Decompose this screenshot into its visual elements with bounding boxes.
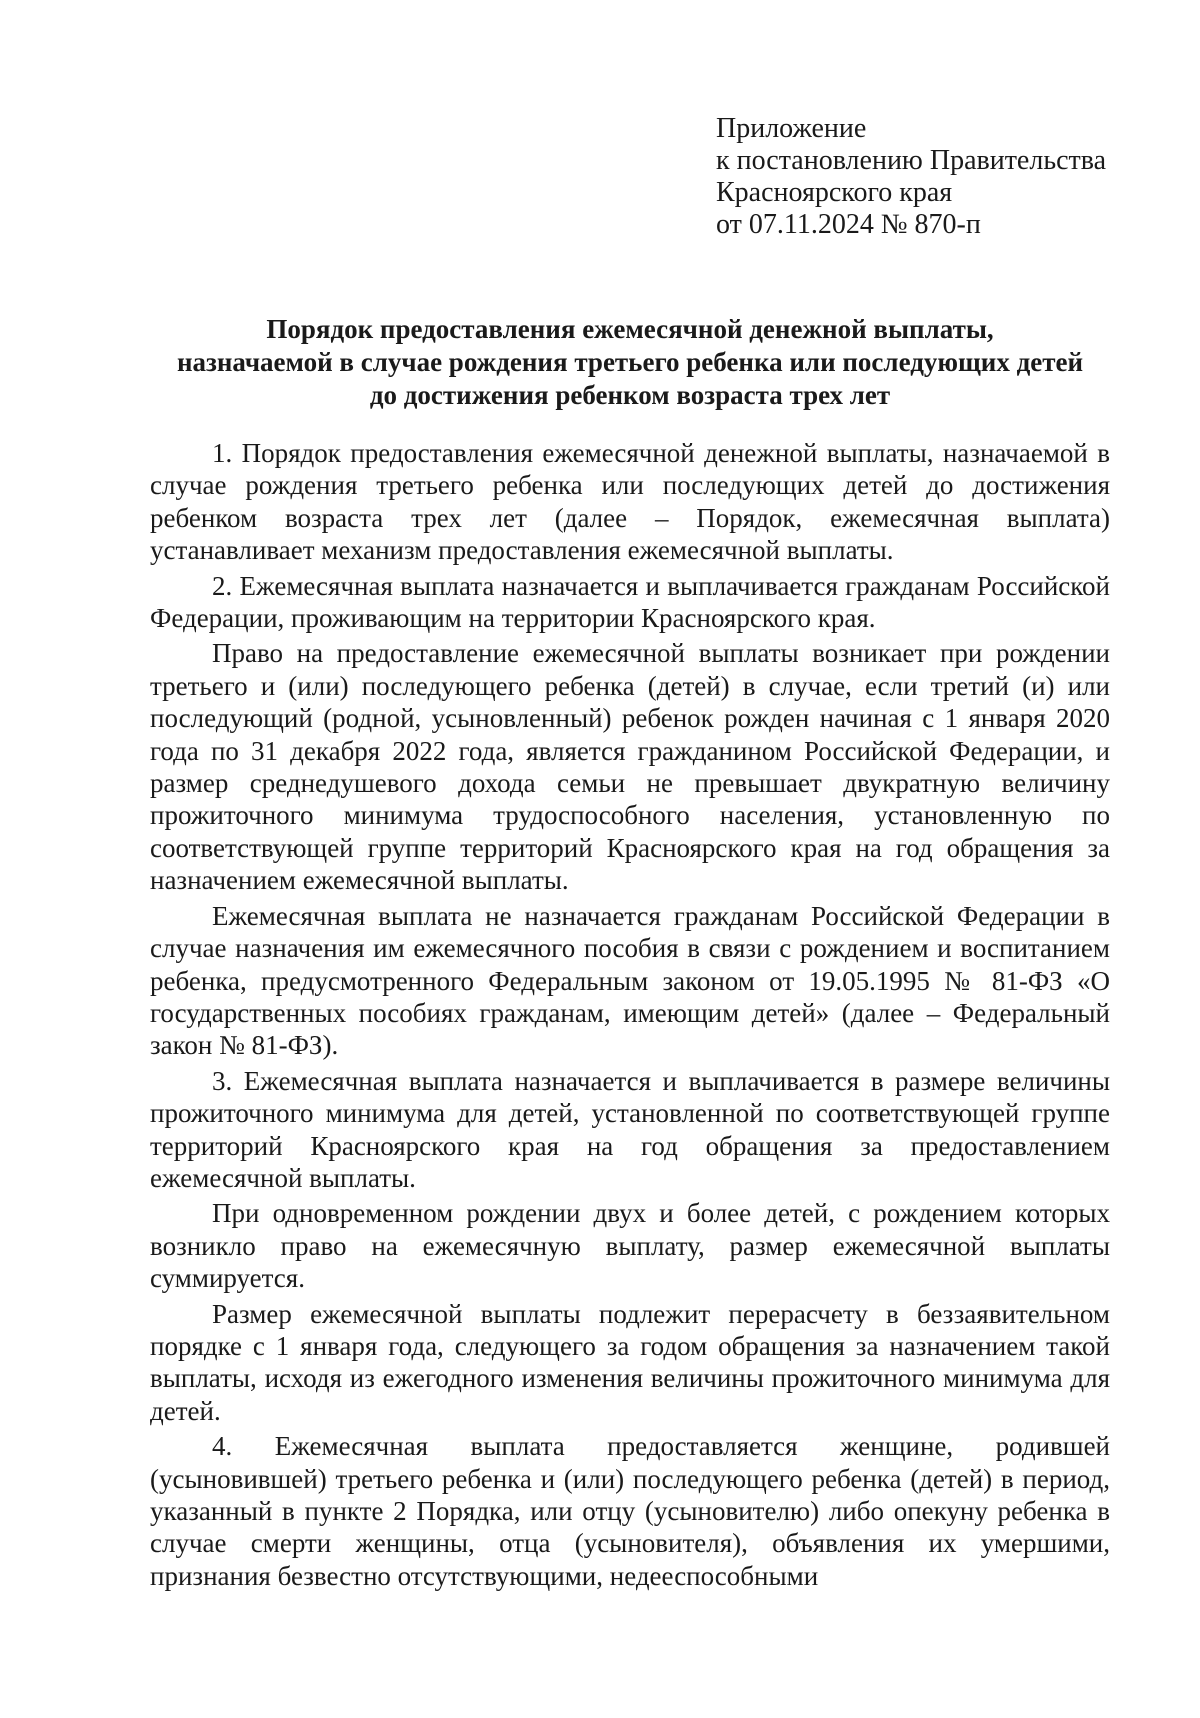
title-line-1: Порядок предоставления ежемесячной денежной выплаты, xyxy=(266,314,994,344)
title-line-2: назначаемой в случае рождения третьего ребенка или последующих детей xyxy=(176,347,1084,377)
appendix-line-2: к постановлению Правительства xyxy=(716,145,1107,176)
appendix-line-3: Красноярского края xyxy=(716,177,953,208)
paragraph-5: 3. Ежемесячная выплата назначается и выплачивается в размере величины прожиточного минимума для детей, установленной по соответствующей группе территорий Красноярского края на год обращения за предоставлением ежемесячной выплаты. xyxy=(150,1065,1110,1193)
title-line-3: до достижения ребенком возраста трех лет xyxy=(369,380,891,410)
document-title xyxy=(150,313,1110,412)
paragraph-8: 4. Ежемесячная выплата предоставляется женщине, родившей (усыновившей) третьего ребенка и (или) последующего ребенка (детей) в период, указанный в пункте 2 Порядка, или отцу (усыновителю) либо опекуну ребенка в случае смерти женщины, отца (усыновителя), объявления их умершими, признания безвестно отсутствующими, недееспособными xyxy=(150,1431,1110,1591)
appendix-line-1: Приложение xyxy=(716,113,867,144)
paragraph-7: Размер ежемесячной выплаты подлежит перерасчету в беззаявительном порядке с 1 января года, следующего за годом обращения за назначением такой выплаты, исходя из ежегодного изменения величины прожиточного минимума для детей. xyxy=(150,1298,1110,1426)
paragraph-6: При одновременном рождении двух и более детей, с рождением которых возникло право на ежемесячную выплату, размер ежемесячной выплаты суммируется. xyxy=(150,1198,1110,1294)
appendix-line-4: от 07.11.2024 № 870-п xyxy=(716,209,981,240)
appendix-block xyxy=(716,113,1156,241)
document-body xyxy=(150,437,1110,1592)
paragraph-2: 2. Ежемесячная выплата назначается и выплачивается гражданам Российской Федерации, проживающим на территории Красноярского края. xyxy=(150,570,1110,634)
paragraph-3: Право на предоставление ежемесячной выплаты возникает при рождении третьего и (или) последующего ребенка (детей) в случае, если третий (и) или последующий (родной, усыновленный) ребенок рожден начиная с 1 января 2020 года по 31 декабря 2022 года, является гражданином Российской Федерации, и размер среднедушевого дохода семьи не превышает двукратную величину прожиточного минимума трудоспособного населения, установленную по соответствующей группе территорий Красноярского края на год обращения за назначением ежемесячной выплаты. xyxy=(150,638,1110,896)
paragraph-4: Ежемесячная выплата не назначается гражданам Российской Федерации в случае назначения им ежемесячного пособия в связи с рождением и воспитанием ребенка, предусмотренного Федеральным законом от 19.05.1995 № 81-ФЗ «О государственных пособиях гражданам, имеющим детей» (далее – Федеральный закон № 81-ФЗ). xyxy=(150,900,1110,1061)
paragraph-1: 1. Порядок предоставления ежемесячной денежной выплаты, назначаемой в случае рождения третьего ребенка или последующих детей до достижения ребенком возраста трех лет (далее – Порядок, ежемесячная выплата) устанавливает механизм предоставления ежемесячной выплаты. xyxy=(150,438,1110,566)
